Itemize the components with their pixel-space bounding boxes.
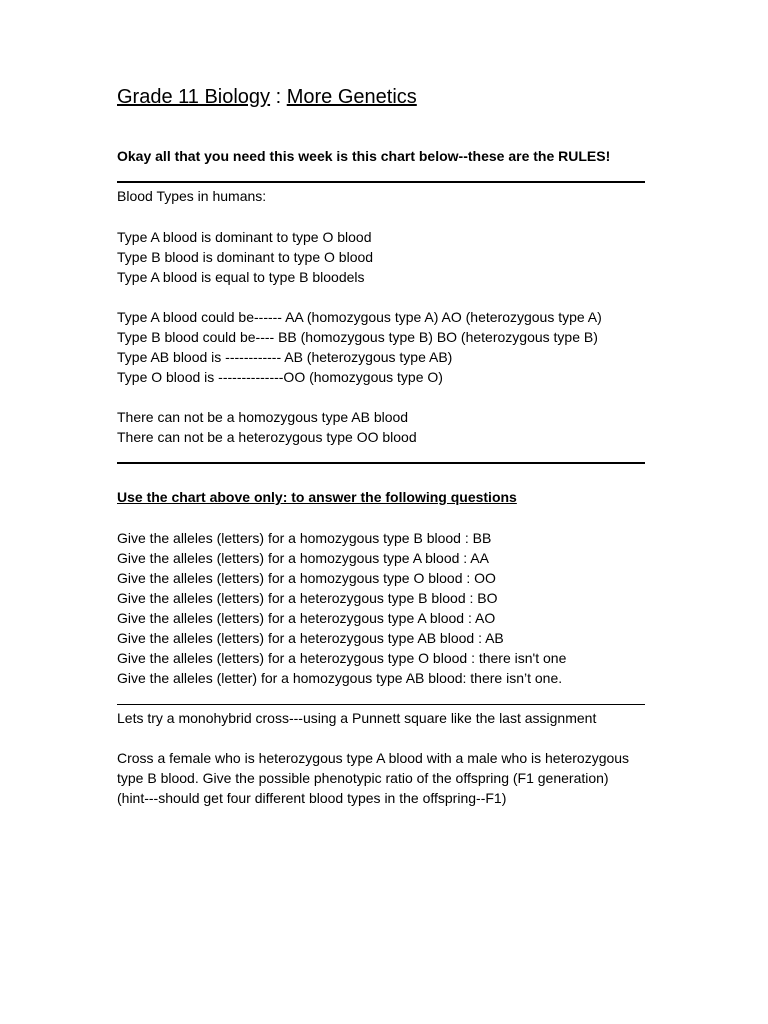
genotype-rule: Type O blood is --------------OO (homozygous type O) — [117, 369, 443, 385]
note-line: There can not be a homozygous type AB blood — [117, 409, 409, 425]
top-divider — [117, 181, 645, 183]
cross-intro: Lets try a monohybrid cross---using a Punnett square like the last assignment — [117, 710, 597, 726]
middle-divider — [117, 462, 645, 464]
genotype-rule: Type AB blood is ------------ AB (heterozygous type AB) — [117, 349, 453, 365]
genotype-rule: Type B blood could be---- BB (homozygous type B) BO (heterozygous type B) — [117, 329, 598, 345]
question-item: Give the alleles (letters) for a heterozygous type A blood : AO — [117, 610, 496, 626]
page-title — [117, 86, 417, 109]
question-item: Give the alleles (letter) for a homozygous type AB blood: there isn’t one. — [117, 670, 563, 686]
title-separator: : — [270, 86, 287, 108]
cross-task-line: Cross a female who is heterozygous type A blood with a male who is heterozygous — [117, 750, 630, 766]
cross-task-line: (hint---should get four different blood types in the offspring--F1) — [117, 790, 507, 806]
note-line: There can not be a heterozygous type OO blood — [117, 429, 417, 445]
question-item: Give the alleles (letters) for a homozygous type B blood : BB — [117, 530, 492, 546]
question-item: Give the alleles (letters) for a heterozygous type AB blood : AB — [117, 630, 504, 646]
topic-title: More Genetics — [286, 86, 417, 108]
questions-heading: Use the chart above only: to answer the following questions — [117, 489, 517, 505]
bottom-divider — [117, 704, 645, 705]
rules-heading: Blood Types in humans: — [117, 188, 267, 204]
question-item: Give the alleles (letters) for a homozygous type O blood : OO — [117, 570, 496, 586]
cross-task-line: type B blood. Give the possible phenotypic ratio of the offspring (F1 generation) — [117, 770, 609, 786]
genotype-rule: Type A blood could be------ AA (homozygous type A) AO (heterozygous type A) — [117, 309, 602, 325]
question-item: Give the alleles (letters) for a heterozygous type O blood : there isn't one — [117, 650, 567, 666]
question-item: Give the alleles (letters) for a heterozygous type B blood : BO — [117, 590, 498, 606]
dominance-rule: Type B blood is dominant to type O blood — [117, 249, 374, 265]
intro-text: Okay all that you need this week is this chart below--these are the RULES! — [117, 148, 611, 164]
question-item: Give the alleles (letters) for a homozygous type A blood : AA — [117, 550, 489, 566]
dominance-rule: Type A blood is dominant to type O blood — [117, 229, 372, 245]
dominance-rule: Type A blood is equal to type B bloodels — [117, 269, 365, 285]
course-title: Grade 11 Biology — [117, 86, 271, 108]
